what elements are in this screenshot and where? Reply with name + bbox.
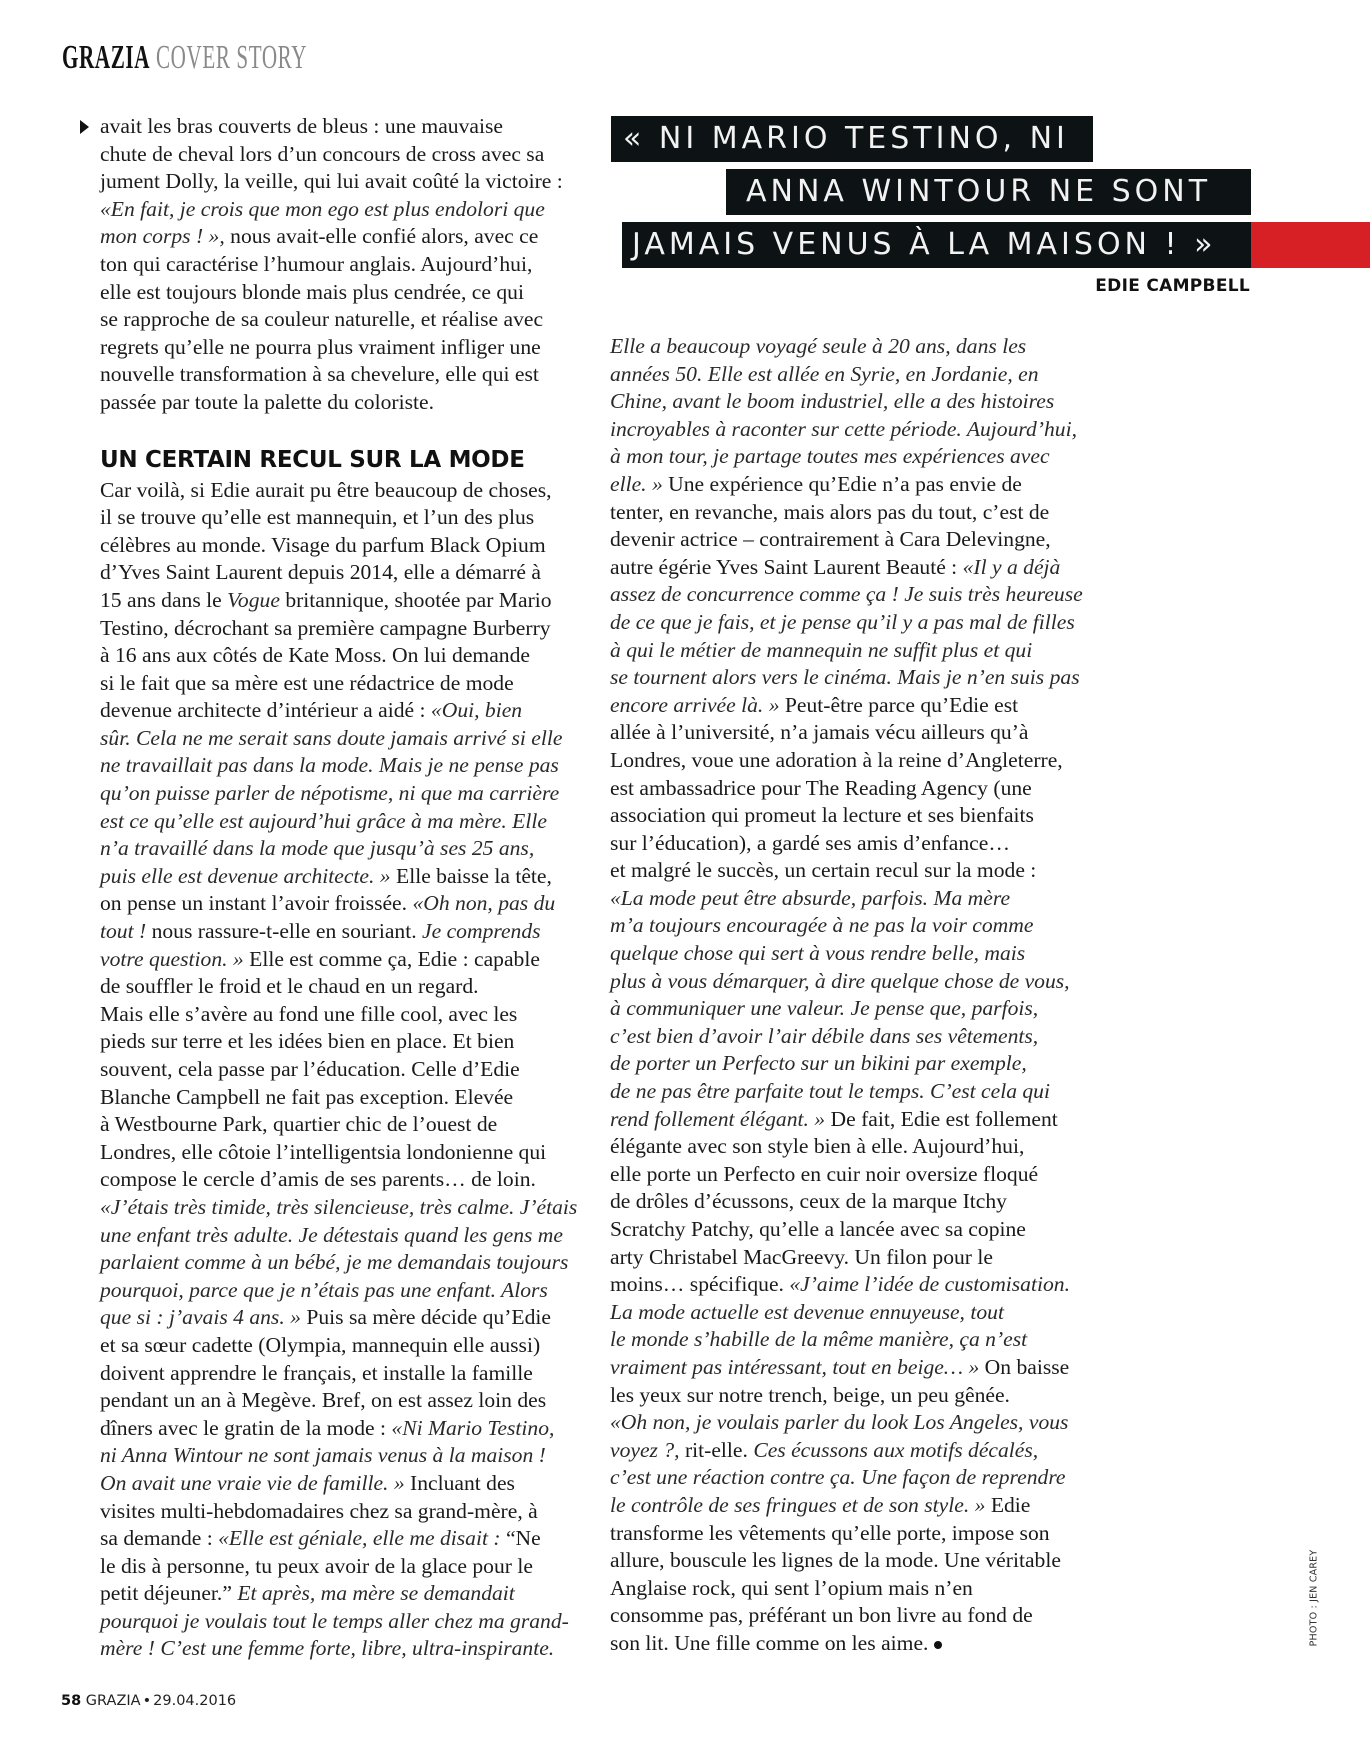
- text-line: [100, 223, 590, 251]
- quote-text: On avait une vraie vie de famille. »: [100, 1470, 405, 1495]
- body-text: De fait, Edie est follement: [825, 1106, 1058, 1131]
- body-text: Blanche Campbell ne fait pas exception. Elevée: [100, 1084, 514, 1109]
- right-column: [610, 333, 1100, 1658]
- body-text: pendant un an à Megève. Bref, on est assez loin des: [100, 1388, 547, 1413]
- quote-text: «J’aime l’idée de customisation.: [789, 1272, 1070, 1297]
- body-text: transforme les vêtements qu’elle porte, impose son: [610, 1520, 1050, 1545]
- quote-text: le monde s’habille de la même manière, ça n’est: [610, 1327, 1028, 1352]
- body-text: Peut-être parce qu’Edie est: [779, 692, 1019, 717]
- text-line: [610, 1106, 1100, 1134]
- text-line: [100, 1387, 590, 1415]
- text-line: [100, 1304, 590, 1332]
- end-bullet-icon: [934, 1641, 942, 1649]
- text-line: [610, 526, 1100, 554]
- text-line: [100, 251, 590, 279]
- text-line: [610, 1299, 1100, 1327]
- body-text: à Westbourne Park, quartier chic de l’ouest de: [100, 1112, 498, 1137]
- body-text: nouvelle transformation à sa chevelure, elle qui est: [100, 362, 539, 387]
- quote-text: de ne pas être parfaite tout le temps. C’est cela qui: [610, 1079, 1050, 1104]
- text-line: [610, 1216, 1100, 1244]
- page-number: 58: [61, 1693, 82, 1709]
- text-line: [610, 775, 1100, 803]
- quote-text: «Oh non, je voulais parler du look Los Angeles, vous: [610, 1410, 1069, 1435]
- quote-text: votre question. »: [100, 946, 244, 971]
- text-line: [610, 968, 1100, 996]
- red-accent-bar: [1251, 222, 1370, 268]
- body-text: se rapproche de sa couleur naturelle, et réalise avec: [100, 307, 544, 332]
- folio-date: 29.04.2016: [153, 1693, 237, 1709]
- body-text: moins… spécifique.: [610, 1272, 790, 1297]
- text-line: [100, 808, 590, 836]
- text-line: [100, 1028, 590, 1056]
- body-text: allure, bouscule les lignes de la mode. Une véritable: [610, 1548, 1061, 1573]
- body-text: tenter, en revanche, mais alors pas du tout, c’est de: [610, 499, 1050, 524]
- text-line: [100, 1415, 590, 1443]
- body-text: elle est toujours blonde mais plus cendrée, ce qui: [100, 279, 524, 304]
- quote-text: une enfant très adulte. Je détestais quand les gens me: [100, 1222, 563, 1247]
- body-text: arty Christabel MacGreevy. Un filon pour le: [610, 1244, 993, 1269]
- body-text: Edie: [985, 1492, 1031, 1517]
- text-line: [610, 664, 1100, 692]
- body-text: allée à l’université, n’a jamais vécu ailleurs qu’à: [610, 720, 1029, 745]
- text-line: [100, 1139, 590, 1167]
- text-line: [610, 1244, 1100, 1272]
- text-line: [610, 1023, 1100, 1051]
- body-text: devenir actrice – contrairement à Cara Delevingne,: [610, 527, 1051, 552]
- quote-text: m’a toujours encouragée à ne pas la voir comme: [610, 913, 1034, 938]
- masthead-brand: GRAZIA: [62, 39, 151, 76]
- body-text: d’Yves Saint Laurent depuis 2014, elle a démarré à: [100, 560, 541, 585]
- quote-text: incroyables à raconter sur cette période. Aujourd’hui,: [610, 416, 1077, 441]
- text-line: [610, 1547, 1100, 1575]
- body-text: de drôles d’écussons, ceux de la marque Itchy: [610, 1189, 1007, 1214]
- body-text: célèbres au monde. Visage du parfum Black Opium: [100, 532, 546, 557]
- body-text: sur l’éducation), a gardé ses amis d’enfance…: [610, 830, 1010, 855]
- body-text: son lit. Une fille comme on les aime.: [610, 1630, 929, 1655]
- body-text: passée par toute la palette du coloriste.: [100, 389, 434, 414]
- text-line: [610, 830, 1100, 858]
- text-line: [610, 719, 1100, 747]
- quote-text: «En fait, je crois que mon ego est plus endolori que: [100, 196, 545, 221]
- quote-text: plus à vous démarquer, à dire quelque chose de vous,: [610, 968, 1070, 993]
- quote-text: se tournent alors vers le cinéma. Mais je n’en suis pas: [610, 665, 1080, 690]
- text-line: [610, 1602, 1100, 1630]
- body-text: devenue architecte d’intérieur a aidé :: [100, 698, 431, 723]
- text-line: [100, 946, 590, 974]
- quote-text: puis elle est devenue architecte. »: [100, 863, 391, 888]
- text-line: [100, 615, 590, 643]
- text-line: [610, 1464, 1100, 1492]
- text-line: [610, 388, 1100, 416]
- text-line: [100, 477, 590, 505]
- text-line: [100, 279, 590, 307]
- text-line: [100, 1580, 590, 1608]
- body-text: Londres, elle côtoie l’intelligentsia londonienne qui: [100, 1139, 547, 1164]
- text-line: [610, 1409, 1100, 1437]
- quote-text: «Oh non, pas du: [412, 891, 556, 916]
- body-text: il se trouve qu’elle est mannequin, et l’un des plus: [100, 505, 535, 530]
- body-text: et sa sœur cadette (Olympia, mannequin elle aussi): [100, 1332, 541, 1357]
- quote-text: Elle a beaucoup voyagé seule à 20 ans, dans les: [610, 334, 1027, 358]
- quote-text: Ces écussons aux motifs décalés,: [753, 1437, 1039, 1462]
- pull-quote-attribution: EDIE CAMPBELL: [1095, 276, 1250, 296]
- quote-text: rend follement élégant. »: [610, 1106, 826, 1131]
- text-line: [100, 863, 590, 891]
- text-line: [100, 1001, 590, 1029]
- body-text: Scratchy Patchy, qu’elle a lancée avec sa copine: [610, 1217, 1026, 1241]
- body-text: britannique, shootée par Mario: [279, 587, 552, 612]
- body-text: est ambassadrice pour The Reading Agency (une: [610, 775, 1032, 800]
- body-text: rit-elle.: [679, 1437, 754, 1462]
- text-line: [100, 113, 590, 141]
- body-text: les yeux sur notre trench, beige, un peu gênée.: [610, 1382, 1010, 1407]
- quote-text: ni Anna Wintour ne sont jamais venus à la maison !: [100, 1443, 546, 1468]
- right-body-text: [610, 333, 1100, 1658]
- text-line: [610, 692, 1100, 720]
- text-line: [610, 609, 1100, 637]
- text-line: [100, 1332, 590, 1360]
- left-body-text: [100, 477, 590, 1664]
- body-text: petit déjeuner.”: [100, 1581, 238, 1606]
- text-line: [100, 697, 590, 725]
- text-line: [610, 885, 1100, 913]
- text-line: [610, 1575, 1100, 1603]
- text-line: [610, 1078, 1100, 1106]
- text-line: [100, 1498, 590, 1526]
- quote-text: de porter un Perfecto sur un bikini par exemple,: [610, 1051, 1027, 1076]
- text-line: [100, 1194, 590, 1222]
- text-line: [610, 1630, 1100, 1658]
- pull-quote-line-2: ANNA WINTOUR NE SONT: [726, 169, 1251, 215]
- body-text: chute de cheval lors d’un concours de cross avec sa: [100, 141, 545, 166]
- text-line: [610, 857, 1100, 885]
- body-text: Puis sa mère décide qu’Edie: [300, 1305, 551, 1330]
- text-line: [610, 802, 1100, 830]
- quote-text: à communiquer une valeur. Je pense que, parfois,: [610, 996, 1039, 1021]
- quote-text: «Elle est géniale, elle me disait :: [218, 1526, 501, 1551]
- body-text: association qui promeut la lecture et ses bienfaits: [610, 803, 1034, 828]
- folio-magazine: GRAZIA: [85, 1693, 141, 1709]
- text-line: [610, 747, 1100, 775]
- body-text: à 16 ans aux côtés de Kate Moss. On lui demande: [100, 643, 530, 668]
- body-text: si le fait que sa mère est une rédactrice de mode: [100, 670, 514, 695]
- quote-text: tout !: [100, 919, 147, 944]
- text-line: [100, 389, 590, 417]
- quote-text: «La mode peut être absurde, parfois. Ma mère: [610, 885, 1011, 910]
- quote-text: sûr. Cela ne me serait sans doute jamais arrivé si elle: [100, 725, 563, 750]
- text-line: [100, 1360, 590, 1388]
- text-line: [610, 1437, 1100, 1465]
- text-line: [610, 637, 1100, 665]
- text-line: [610, 1382, 1100, 1410]
- body-text: sa demande :: [100, 1526, 219, 1551]
- text-line: [100, 780, 590, 808]
- text-line: [100, 1277, 590, 1305]
- quote-text: La mode actuelle est devenue ennuyeuse, tout: [610, 1299, 1004, 1324]
- quote-text: Vogue: [227, 587, 280, 612]
- quote-text: voyez ?,: [610, 1437, 680, 1462]
- body-text: “Ne: [500, 1526, 541, 1551]
- triangle-right-icon: [80, 120, 89, 134]
- quote-text: parlaient comme à un bébé, je me demandais toujours: [100, 1250, 569, 1275]
- text-line: [100, 835, 590, 863]
- quote-text: c’est bien d’avoir l’air débile dans ses vêtements,: [610, 1023, 1039, 1048]
- text-line: [100, 141, 590, 169]
- folio-separator: •: [142, 1693, 152, 1709]
- body-text: pieds sur terre et les idées bien en place. Et bien: [100, 1029, 515, 1054]
- body-text: jument Dolly, la veille, qui lui avait coûté la victoire :: [100, 169, 563, 194]
- text-line: [100, 361, 590, 389]
- quote-text: que si : j’avais 4 ans. »: [100, 1305, 301, 1330]
- body-text: dîners avec le gratin de la mode :: [100, 1415, 392, 1440]
- pull-quote-line-3: JAMAIS VENUS À LA MAISON ! »: [622, 222, 1251, 268]
- text-line: [610, 554, 1100, 582]
- text-line: [610, 940, 1100, 968]
- quote-text: elle. »: [610, 471, 663, 496]
- quote-text: assez de concurrence comme ça ! Je suis très heureuse: [610, 582, 1083, 607]
- quote-text: Et après, ma mère se demandait: [237, 1581, 515, 1606]
- page-folio: [61, 1693, 236, 1709]
- quote-text: «Il y a déjà: [962, 554, 1061, 579]
- text-line: [100, 504, 590, 532]
- quote-text: quelque chose qui sert à vous rendre belle, mais: [610, 941, 1026, 966]
- text-line: [610, 1161, 1100, 1189]
- quote-text: qu’on puisse parler de népotisme, ni que ma carrière: [100, 781, 560, 806]
- body-text: élégante avec son style bien à elle. Aujourd’hui,: [610, 1134, 1025, 1159]
- text-line: [100, 725, 590, 753]
- text-line: [100, 1553, 590, 1581]
- text-line: [610, 471, 1100, 499]
- quote-text: «Ni Mario Testino,: [391, 1415, 555, 1440]
- body-text: Londres, voue une adoration à la reine d’Angleterre,: [610, 747, 1063, 772]
- body-text: nous avait-elle confié alors, avec ce: [224, 224, 539, 249]
- body-text: Testino, décrochant sa première campagne Burberry: [100, 615, 551, 640]
- text-line: [100, 1111, 590, 1139]
- quote-text: c’est une réaction contre ça. Une façon de reprendre: [610, 1465, 1066, 1490]
- text-line: [100, 973, 590, 1001]
- body-text: doivent apprendre le français, et installe la famille: [100, 1360, 533, 1385]
- quote-text: à qui le métier de mannequin ne suffit plus et qui: [610, 637, 1033, 662]
- text-line: [610, 443, 1100, 471]
- text-line: [610, 499, 1100, 527]
- text-line: [610, 333, 1100, 361]
- text-line: [100, 752, 590, 780]
- quote-text: Je comprends: [422, 919, 541, 944]
- text-line: [610, 912, 1100, 940]
- text-line: [100, 670, 590, 698]
- quote-text: vraiment pas intéressant, tout en beige… »: [610, 1354, 980, 1379]
- text-line: [100, 587, 590, 615]
- text-line: [100, 1056, 590, 1084]
- pull-quote-line-1: « NI MARIO TESTINO, NI: [611, 116, 1093, 162]
- text-line: [100, 1525, 590, 1553]
- body-text: Une expérience qu’Edie n’a pas envie de: [662, 471, 1022, 496]
- text-line: [610, 361, 1100, 389]
- text-line: [610, 1133, 1100, 1161]
- body-text: regrets qu’elle ne pourra plus vraiment infliger une: [100, 334, 541, 359]
- text-line: [100, 1084, 590, 1112]
- text-line: [100, 559, 590, 587]
- text-line: [100, 1442, 590, 1470]
- body-text: Incluant des: [404, 1470, 515, 1495]
- quote-text: pourquoi, parce que je n’étais pas une enfant. Alors: [100, 1277, 548, 1302]
- body-text: visites multi-hebdomadaires chez sa grand-mère, à: [100, 1498, 538, 1523]
- quote-text: à mon tour, je partage toutes mes expériences avec: [610, 444, 1050, 469]
- text-line: [610, 1188, 1100, 1216]
- text-line: [100, 1608, 590, 1636]
- masthead-section: COVER STORY: [155, 39, 308, 76]
- text-line: [610, 1354, 1100, 1382]
- quote-text: mère ! C’est une femme forte, libre, ultra-inspirante.: [100, 1636, 555, 1661]
- left-column: [100, 113, 590, 1663]
- quote-text: de ce que je fais, et je pense qu’il y a pas mal de filles: [610, 609, 1075, 634]
- body-text: compose le cercle d’amis de ses parents… de loin.: [100, 1167, 536, 1192]
- quote-text: années 50. Elle est allée en Syrie, en Jordanie, en: [610, 361, 1039, 386]
- quote-text: ne travaillait pas dans la mode. Mais je ne pense pas: [100, 753, 559, 778]
- quote-text: «Oui, bien: [430, 698, 523, 723]
- body-text: ton qui caractérise l’humour anglais. Aujourd’hui,: [100, 251, 533, 276]
- body-text: et malgré le succès, un certain recul sur la mode :: [610, 858, 1037, 883]
- quote-text: mon corps ! »,: [100, 224, 225, 249]
- quote-text: est ce qu’elle est aujourd’hui grâce à ma mère. Elle: [100, 808, 547, 833]
- photo-credit: PHOTO : JEN CAREY: [1308, 1549, 1320, 1647]
- text-line: [100, 1635, 590, 1663]
- text-line: [100, 642, 590, 670]
- body-text: autre égérie Yves Saint Laurent Beauté :: [610, 554, 963, 579]
- body-text: on pense un instant l’avoir froissée.: [100, 891, 413, 916]
- text-line: [100, 168, 590, 196]
- text-line: [100, 196, 590, 224]
- body-text: nous rassure-t-elle en souriant.: [146, 919, 423, 944]
- quote-text: pourquoi je voulais tout le temps aller chez ma grand-: [100, 1608, 569, 1633]
- text-line: [100, 1166, 590, 1194]
- text-line: [610, 1050, 1100, 1078]
- text-line: [100, 890, 590, 918]
- text-line: [100, 918, 590, 946]
- body-text: Car voilà, si Edie aurait pu être beaucoup de choses,: [100, 477, 552, 502]
- quote-text: encore arrivée là. »: [610, 692, 780, 717]
- quote-text: «J’étais très timide, très silencieuse, très calme. J’étais: [100, 1194, 578, 1219]
- text-line: [100, 306, 590, 334]
- body-text: le dis à personne, tu peux avoir de la glace pour le: [100, 1553, 533, 1578]
- text-line: [610, 416, 1100, 444]
- masthead: [62, 38, 307, 78]
- text-line: [610, 1520, 1100, 1548]
- text-line: [100, 1470, 590, 1498]
- body-text: On baisse: [979, 1354, 1070, 1379]
- body-text: Elle est comme ça, Edie : capable: [243, 946, 540, 971]
- quote-text: le contrôle de ses fringues et de son style. »: [610, 1492, 986, 1517]
- quote-text: n’a travaillé dans la mode que jusqu’à ses 25 ans,: [100, 836, 535, 861]
- body-text: elle porte un Perfecto en cuir noir oversize floqué: [610, 1161, 1039, 1186]
- section-subheading: UN CERTAIN RECUL SUR LA MODE: [100, 446, 525, 473]
- body-text: de souffler le froid et le chaud en un regard.: [100, 974, 479, 999]
- text-line: [100, 532, 590, 560]
- body-text: avait les bras couverts de bleus : une mauvaise: [100, 114, 503, 138]
- intro-paragraph: [100, 113, 590, 417]
- text-line: [610, 581, 1100, 609]
- text-line: [100, 334, 590, 362]
- quote-text: Chine, avant le boom industriel, elle a des histoires: [610, 389, 1055, 414]
- text-line: [100, 1249, 590, 1277]
- body-text: 15 ans dans le: [100, 587, 228, 612]
- text-line: [610, 995, 1100, 1023]
- text-line: [610, 1326, 1100, 1354]
- body-text: Elle baisse la tête,: [390, 863, 552, 888]
- body-text: souvent, cela passe par l’éducation. Celle d’Edie: [100, 1057, 520, 1081]
- body-text: Mais elle s’avère au fond une fille cool, avec les: [100, 1001, 518, 1026]
- text-line: [610, 1492, 1100, 1520]
- text-line: [100, 1222, 590, 1250]
- text-line: [610, 1271, 1100, 1299]
- body-text: consomme pas, préférant un bon livre au fond de: [610, 1603, 1033, 1628]
- body-text: Anglaise rock, qui sent l’opium mais n’en: [610, 1575, 973, 1600]
